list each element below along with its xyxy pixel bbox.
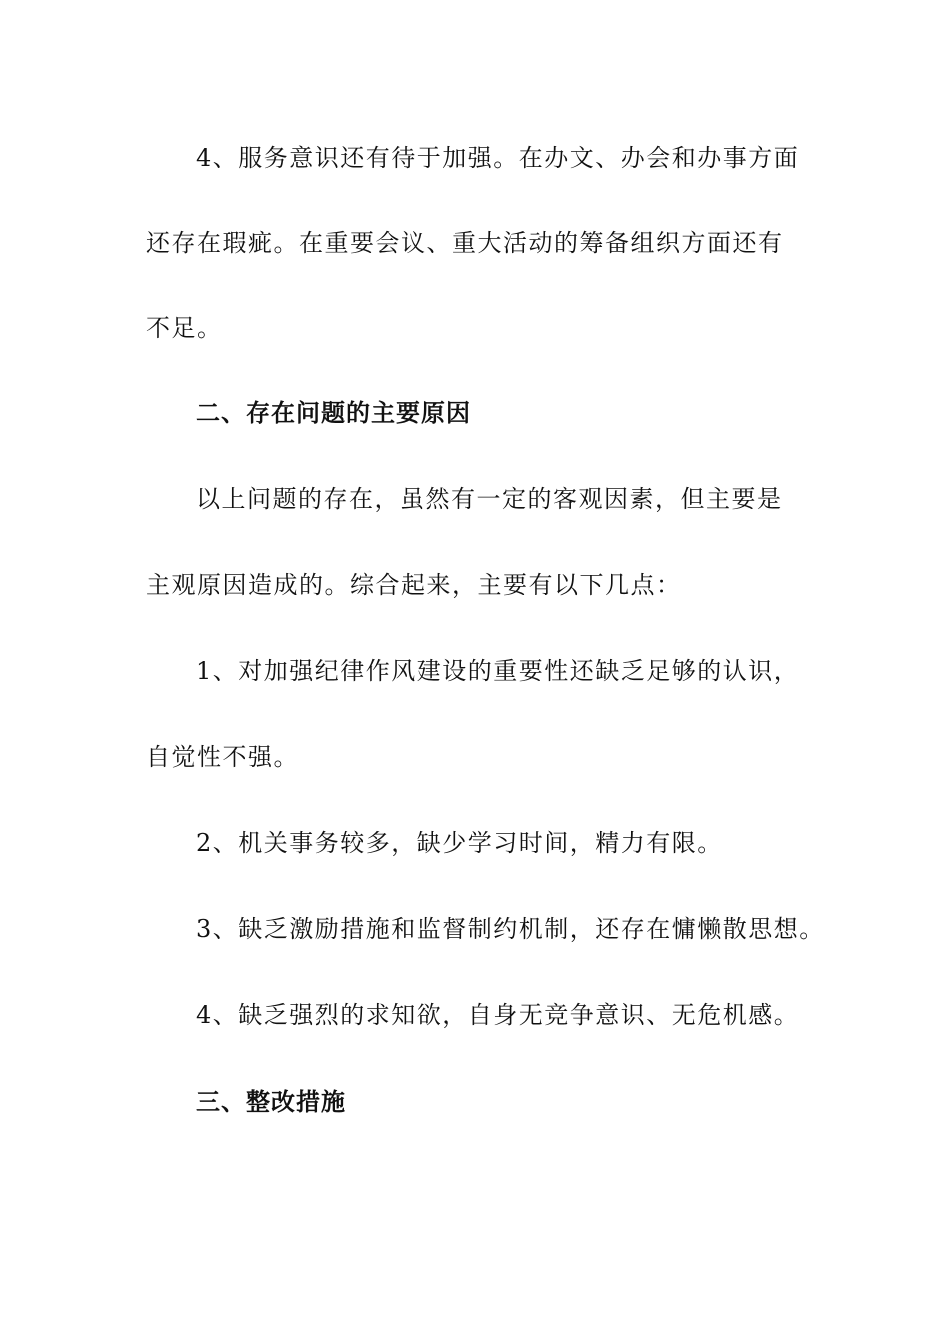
paragraph-line: 4、服务意识还有待于加强。在办文、办会和办事方面 bbox=[196, 144, 800, 172]
paragraph-line: 还存在瑕疵。在重要会议、重大活动的筹备组织方面还有 bbox=[146, 229, 784, 257]
paragraph-line: 3、缺乏激励措施和监督制约机制，还存在慵懒散思想。 bbox=[196, 915, 825, 943]
paragraph-line: 自觉性不强。 bbox=[146, 743, 299, 771]
paragraph-line: 主观原因造成的。综合起来，主要有以下几点： bbox=[146, 571, 682, 599]
section-heading: 二、存在问题的主要原因 bbox=[196, 399, 471, 427]
paragraph-line: 不足。 bbox=[146, 314, 223, 342]
paragraph-line: 1、对加强纪律作风建设的重要性还缺乏足够的认识， bbox=[196, 657, 800, 685]
paragraph-line: 2、机关事务较多，缺少学习时间，精力有限。 bbox=[196, 829, 723, 857]
section-heading: 三、整改措施 bbox=[196, 1088, 346, 1116]
paragraph-line: 以上问题的存在，虽然有一定的客观因素，但主要是 bbox=[196, 485, 783, 513]
paragraph-line: 4、缺乏强烈的求知欲，自身无竞争意识、无危机感。 bbox=[196, 1001, 800, 1029]
